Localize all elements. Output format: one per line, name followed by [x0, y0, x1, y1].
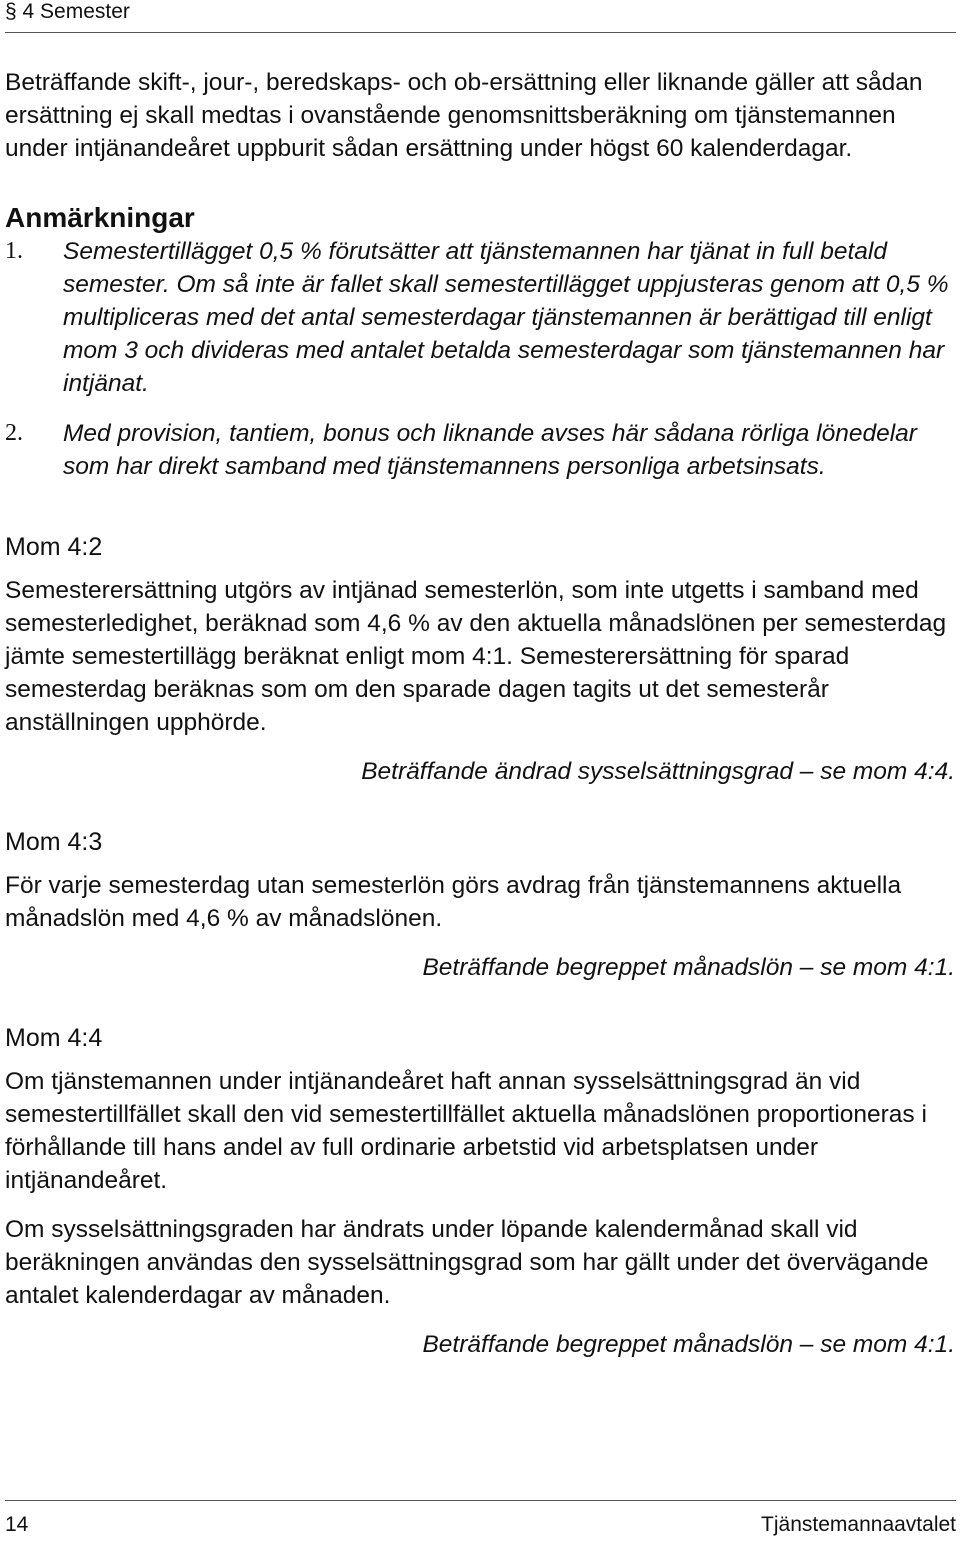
note-number: 2. — [5, 420, 23, 446]
document-title: Tjänstemannaavtalet — [761, 1513, 956, 1536]
running-header: § 4 Semester — [5, 0, 130, 23]
section-body-mom-4-4-second: Om sysselsättningsgraden har ändrats under löpande kalendermånad skall vid beräkningen användas den sysselsättningsgrad som har gällt under det övervägande antalet kalenderdagar av månaden. — [5, 1216, 929, 1309]
note-number: 1. — [5, 238, 23, 264]
section-heading-mom-4-3: Mom 4:3 — [5, 828, 103, 856]
cross-reference: Beträffande begreppet månadslön – se mom 4:1. — [422, 954, 955, 981]
footer-divider — [5, 1500, 956, 1501]
note-text: Semestertillägget 0,5 % förutsätter att tjänstemannen har tjänat in full betald semester. Om så inte är fallet skall semestertillägget uppjusteras genom att 0,5 % multipliceras med det antal semesterdagar tjänstemannen är berättigad till enligt mom 3 och divideras med antalet betalda semesterdagar som tjänstemannen har intjänat. — [63, 238, 949, 397]
section-heading-mom-4-4: Mom 4:4 — [5, 1024, 103, 1052]
section-body-mom-4-3: För varje semesterdag utan semesterlön görs avdrag från tjänstemannens aktuella månadslön med 4,6 % av månadslönen. — [5, 872, 902, 932]
note-item-2 — [5, 417, 955, 483]
header-divider — [5, 32, 956, 33]
intro-paragraph: Beträffande skift-, jour-, beredskaps- och ob-ersättning eller liknande gäller att sådan ersättning ej skall medtas i ovanstående genomsnittsberäkning om tjänstemannen under intjänandeåret uppburit sådan ersättning under högst 60 kalenderdagar. — [5, 69, 923, 162]
note-item-1 — [5, 235, 955, 400]
notes-heading: Anmärkningar — [5, 202, 195, 233]
section-body-mom-4-4: Om tjänstemannen under intjänandeåret haft annan sysselsättningsgrad än vid semestertillfället skall den vid semestertillfället aktuella månadslönen proportioneras i förhållande till hans andel av full ordinarie arbetstid vid arbetsplatsen under intjänandeåret. — [5, 1068, 927, 1194]
section-heading-mom-4-2: Mom 4:2 — [5, 533, 103, 561]
note-text: Med provision, tantiem, bonus och liknande avses här sådana rörliga lönedelar som har direkt samband med tjänstemannens personliga arbetsinsats. — [63, 420, 917, 480]
cross-reference: Beträffande begreppet månadslön – se mom 4:1. — [422, 1331, 955, 1358]
page-content — [5, 66, 955, 1361]
cross-reference: Beträffande ändrad sysselsättningsgrad – se mom 4:4. — [361, 758, 955, 785]
page-number: 14 — [5, 1513, 29, 1536]
section-body-mom-4-2: Semesterersättning utgörs av intjänad semesterlön, som inte utgetts i samband med semesterledighet, beräknad som 4,6 % av den aktuella månadslönen per semesterdag jämte semestertillägg beräknat enligt mom 4:1. Semesterersättning för sparad semesterdag beräknas som om den sparade dagen tagits ut det semesterår anställningen upphörde. — [5, 577, 947, 736]
